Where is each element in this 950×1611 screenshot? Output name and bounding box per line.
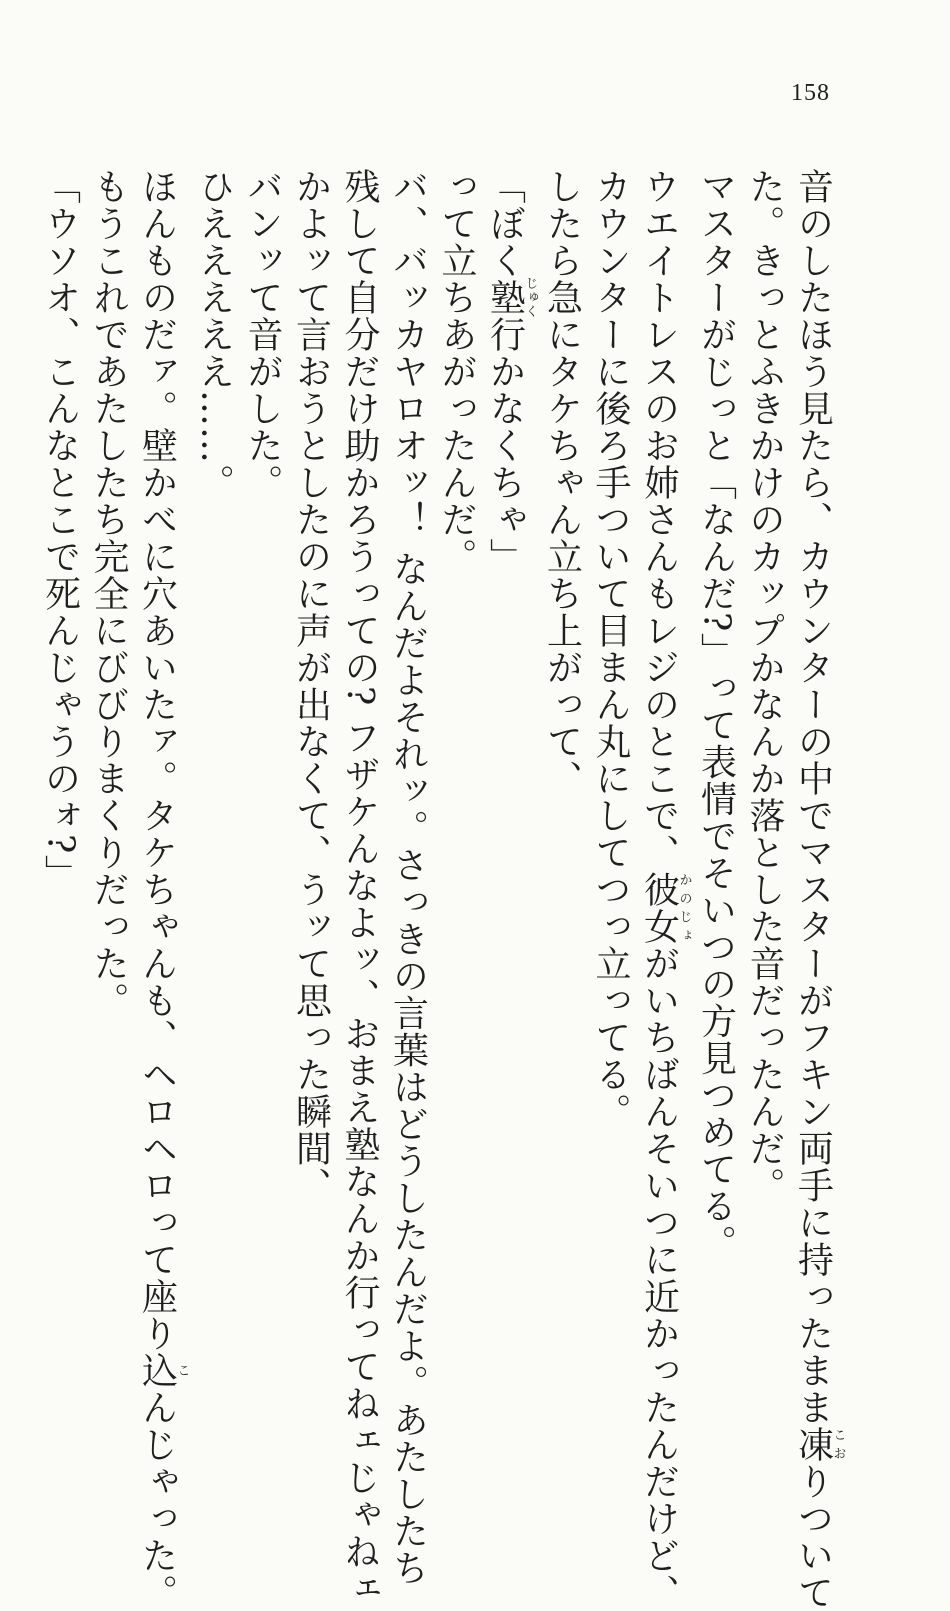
- page-number: 158: [791, 80, 830, 106]
- text-line: た。きっとふきかけのカップかなんか落とした音だったんだ。: [744, 168, 785, 1204]
- text-line: したら急にタケちゃん立ち上がって、: [541, 168, 583, 797]
- furigana: 込こ: [136, 1352, 190, 1389]
- text-line: ひえええええ……。: [193, 168, 235, 501]
- furigana: 彼女かのじょ: [638, 871, 692, 945]
- text-line: カウンターに後ろ手ついて目まん丸にしてつっ立ってる。: [590, 168, 631, 1130]
- text-line: もうこれであたしたち完全にびびりまくりだった。: [88, 168, 129, 1019]
- furigana: 凍こお: [792, 1426, 846, 1463]
- text-line: 「ぼく塾じゅく行かなくちゃ」: [484, 168, 538, 575]
- text-line: バ、バッカヤロオッ！ なんだよそれッ。さっきの言葉はどうしたんだよ。あたしたち: [387, 168, 429, 1587]
- text-line: 「ウソオ、こんなとこで死んじゃうのォ?」: [39, 168, 81, 892]
- text-line: ほんものだァ。壁かべに穴あいたァ。タケちゃんも、ヘロヘロって座り込こんじゃった。: [136, 168, 190, 1611]
- text-line: かよッて言おうとしたのに声が出なくて、うッて思った瞬間、: [290, 168, 332, 1204]
- furigana: 塾じゅく: [484, 276, 538, 319]
- text-line: マスターがじっと「なんだ?」って表情でそいつの方見つめてる。: [695, 168, 737, 1262]
- text-line: バンッて音がした。: [242, 168, 283, 501]
- text-line: って立ちあがったんだ。: [436, 168, 477, 575]
- body-text: [35, 168, 846, 1611]
- text-line: 音のしたほう見たら、カウンターの中でマスターがフキン両手に持ったまま凍こおりついて: [792, 168, 846, 1611]
- text-line: 残して自分だけ助かろうっての? フザケんなよッ、おまえ塾なんか行ってねェじゃねェ: [339, 168, 380, 1607]
- text-line: ウエイトレスのお姉さんもレジのとこで、彼女かのじょがいちばんそいつに近かったんだけど、: [638, 168, 692, 1611]
